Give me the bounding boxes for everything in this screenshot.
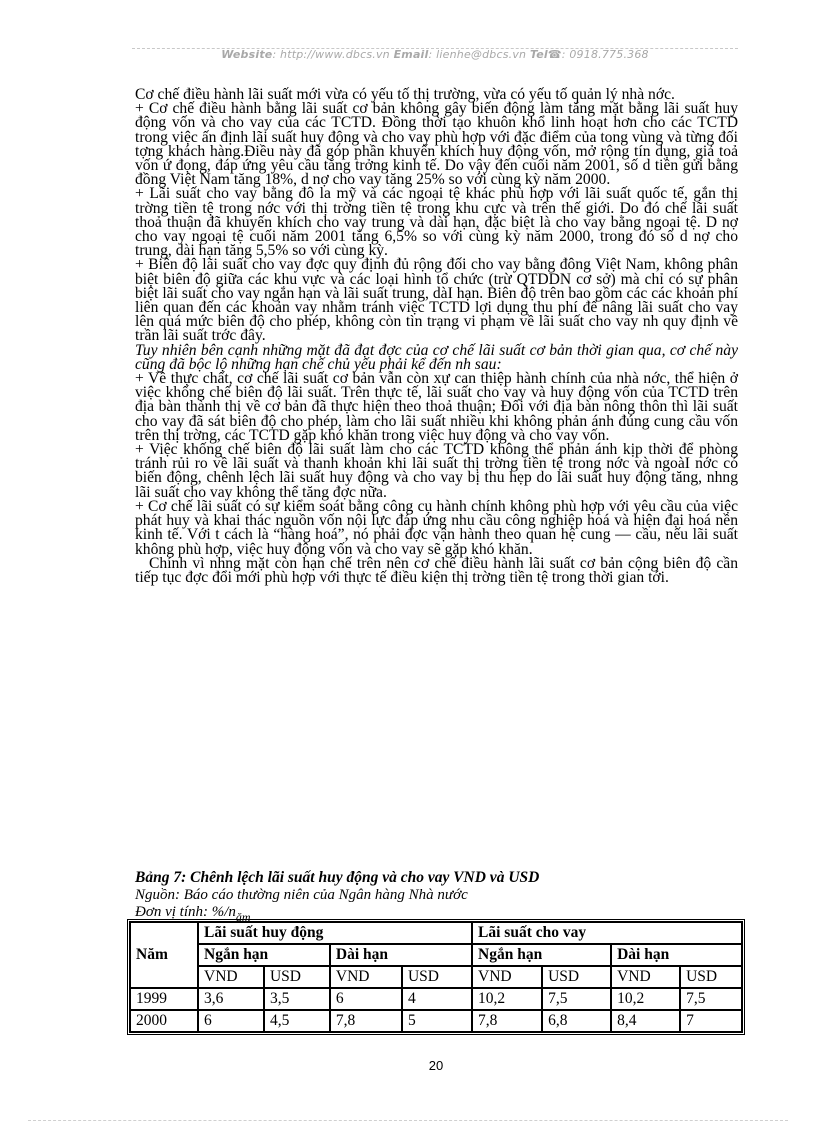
- body-text: [135, 88, 738, 585]
- currency-header: USD: [680, 966, 742, 988]
- email-label: Email: [393, 48, 429, 61]
- unit-main: Đơn vị tính: %/n: [135, 904, 236, 920]
- footer-rule: [28, 1120, 788, 1121]
- paragraph: + Cơ chế lãi suất có sự kiểm soát bằng công cụ hành chính không phù hợp với yêu cầu của việc phát huy và khai thác nguồn vốn nội lực đáp ứng nhu cầu công nghiệp hoá và hiện đại hoá nền kinh tế. Với t cách là “hàng hoá”, nó phải đợc vận hành theo quan hệ cung — cầu, nếu lãi suất không phù hợp, việc huy động vốn và cho vay sẽ gặp khó khăn.: [135, 497, 738, 558]
- table-cell: 7,8: [472, 1010, 542, 1032]
- currency-header: USD: [402, 966, 472, 988]
- table-cell: 3,5: [264, 988, 330, 1010]
- deposit-long-term-header: Dài hạn: [330, 944, 472, 966]
- currency-header: VND: [472, 966, 542, 988]
- table-cell: 6,8: [542, 1010, 611, 1032]
- table-title: Bảng 7: Chênh lệch lãi suất huy động và cho vay VND và USD: [135, 869, 540, 886]
- currency-header: VND: [198, 966, 264, 988]
- table-cell: 4,5: [264, 1010, 330, 1032]
- currency-header: USD: [264, 966, 330, 988]
- table-cell: 5: [402, 1010, 472, 1032]
- table-section: [135, 868, 745, 1035]
- paragraph: Cơ chế điều hành lãi suất mới vừa có yếu tố thị trường, vừa có yếu tố quản lý nhà nớc.: [135, 86, 675, 103]
- table-cell: 6: [330, 988, 402, 1010]
- currency-header: USD: [542, 966, 611, 988]
- tel-label: Tel: [529, 48, 548, 61]
- paragraph: + Cơ chế điều hành bằng lãi suất cơ bản không gây biến động làm tăng mặt bằng lãi suất huy động vốn và cho vay của các TCTD. Đồng thời tạo khuôn khổ linh hoạt hơn cho các TCTD trong việc ấn định lãi suất huy động và cho vay phù hợp với đặc điểm của tong vùng và từng đối tợng khách hàng.Điều này đã góp phần khuyến khích huy động vốn, mở rộng tín dụng, giả toả vốn ứ đọng, đáp ứng yêu cầu tăng trởng kinh tế. Do vậy đến cuối năm 2001, số d tiền gửi bằng đồng Việt Nam tăng 18%, d nợ cho vay tăng 25% so với cùng kỳ năm 2000.: [135, 100, 738, 189]
- paragraph: + Lãi suất cho vay bằng đô la mỹ và các ngoại tệ khác phù hợp với lãi suất quốc tế, gắn thị trờng tiền tệ trong nớc với thị trờng tiền tệ trong khu cực và trên thế giới. Do đó chế lãi suất thoả thuận đã khuyến khích cho vay trung và dài hạn, đặc biệt là cho vay bằng ngoại tệ. D nợ cho vay ngoại tệ cuối năm 2001 tăng 6,5% so với cùng kỳ năm 2000, trong đó số d nợ cho trung, dài hạn tăng 5,5% so với cùng kỳ.: [135, 185, 738, 260]
- loan-short-term-header: Ngắn hạn: [472, 944, 611, 966]
- page-number: 20: [428, 1058, 444, 1073]
- table-source: Nguồn: Báo cáo thường niên của Ngân hàng Nhà nước: [135, 887, 468, 903]
- year-cell: 2000: [130, 1010, 198, 1032]
- year-cell: 1999: [130, 988, 198, 1010]
- website-label: Website: [221, 48, 273, 61]
- paragraph: Chính vì nhng mặt còn hạn chế trên nên cơ chế điều hành lãi suất cơ bản cộng biên độ cần tiếp tục đợc đổi mới phù hợp với thực tế điều kiện thị trờng tiền tệ trong thời gian tới.: [135, 554, 738, 586]
- website-link[interactable]: : http://www.dbcs.vn: [272, 48, 390, 61]
- deposit-group-header: Lãi suất huy động: [198, 922, 472, 944]
- unit-sub: ăm: [235, 910, 251, 924]
- table-row: [130, 988, 742, 1010]
- paragraph: + Việc khống chế biên độ lãi suất làm cho các TCTD không thể phản ánh kịp thời để phòng tránh rủi ro về lãi suất và thanh khoản khi lãi suất thị trờng tiền tệ trong nớc và ngoàI nớc có biến động, chênh lệch lãi suất huy động và cho vay bị thu hẹp do lãi suất huy động tăng, nhng lãi suất cho vay không thể tăng đợc nữa.: [135, 441, 738, 501]
- table-cell: 3,6: [198, 988, 264, 1010]
- table-cell: 10,2: [611, 988, 680, 1010]
- year-header: Năm: [130, 922, 198, 988]
- email-link[interactable]: : lienhe@dbcs.vn: [428, 48, 527, 61]
- deposit-short-term-header: Ngắn hạn: [198, 944, 330, 966]
- table-cell: 7: [680, 1010, 742, 1032]
- table-cell: 4: [402, 988, 472, 1010]
- table-row: [130, 1010, 742, 1032]
- table-cell: 8,4: [611, 1010, 680, 1032]
- italic-paragraph: Tuy nhiên bên cạnh những mặt đã đạt đợc của cơ chế lãi suất cơ bản thời gian qua, cơ chế này cũng đã bộc lộ những hạn chế chủ yếu phải kể đến nh sau:: [135, 341, 738, 373]
- table-cell: 7,8: [330, 1010, 402, 1032]
- page-header: [132, 48, 738, 61]
- tel-value: ☎: 0918.775.368: [547, 48, 649, 61]
- table-cell: 10,2: [472, 988, 542, 1010]
- table-cell: 6: [198, 1010, 264, 1032]
- paragraph: + Về thực chất, cơ chế lãi suất cơ bản vẫn còn xự can thiệp hành chính của nhà nớc, thể hiện ở việc khống chế biên độ lãi suất. Trên thực tế, lãi suất cho vay và huy động vốn của TCTD trên địa bàn thành thị về cơ bản đã thực hiện theo thoả thuận; Đối với địa bàn nông thôn thì lãi suất cho vay đã sát biên độ cho phép, làm cho lãi suất nhiều khi không phản ánh đúng cung cầu vốn trên thị trờng, các TCTD gặp khó khăn trong việc huy động và cho vay vốn.: [135, 370, 738, 444]
- paragraph: + Biên độ lãi suất cho vay đợc quy định đủ rộng đối cho vay bằng đông Việt Nam, không phân biệt biên độ giữa các khu vực và các loại hình tổ chức (trừ QTDDN cơ sở) mà chỉ có sự phân biệt lãi suất cho vay ngắn hạn và lãi suất trung, dàI hạn. Biên độ trên bao gồm các các khoản phí liên quan đến các khoản vay nhằm tránh việc TCTD lợi dụng thu phí để nâng lãi suất cho vay lên quá mức biên độ cho phép, không còn tìn trạng vi phạm về lãi suất cho vay nh quy định về trần lãi suất trớc đây.: [135, 256, 738, 345]
- table-cell: 7,5: [542, 988, 611, 1010]
- table-cell: 7,5: [680, 988, 742, 1010]
- currency-header: VND: [330, 966, 402, 988]
- interest-rate-table: [127, 919, 745, 1035]
- loan-long-term-header: Dài hạn: [611, 944, 742, 966]
- currency-header: VND: [611, 966, 680, 988]
- loan-group-header: Lãi suất cho vay: [472, 922, 742, 944]
